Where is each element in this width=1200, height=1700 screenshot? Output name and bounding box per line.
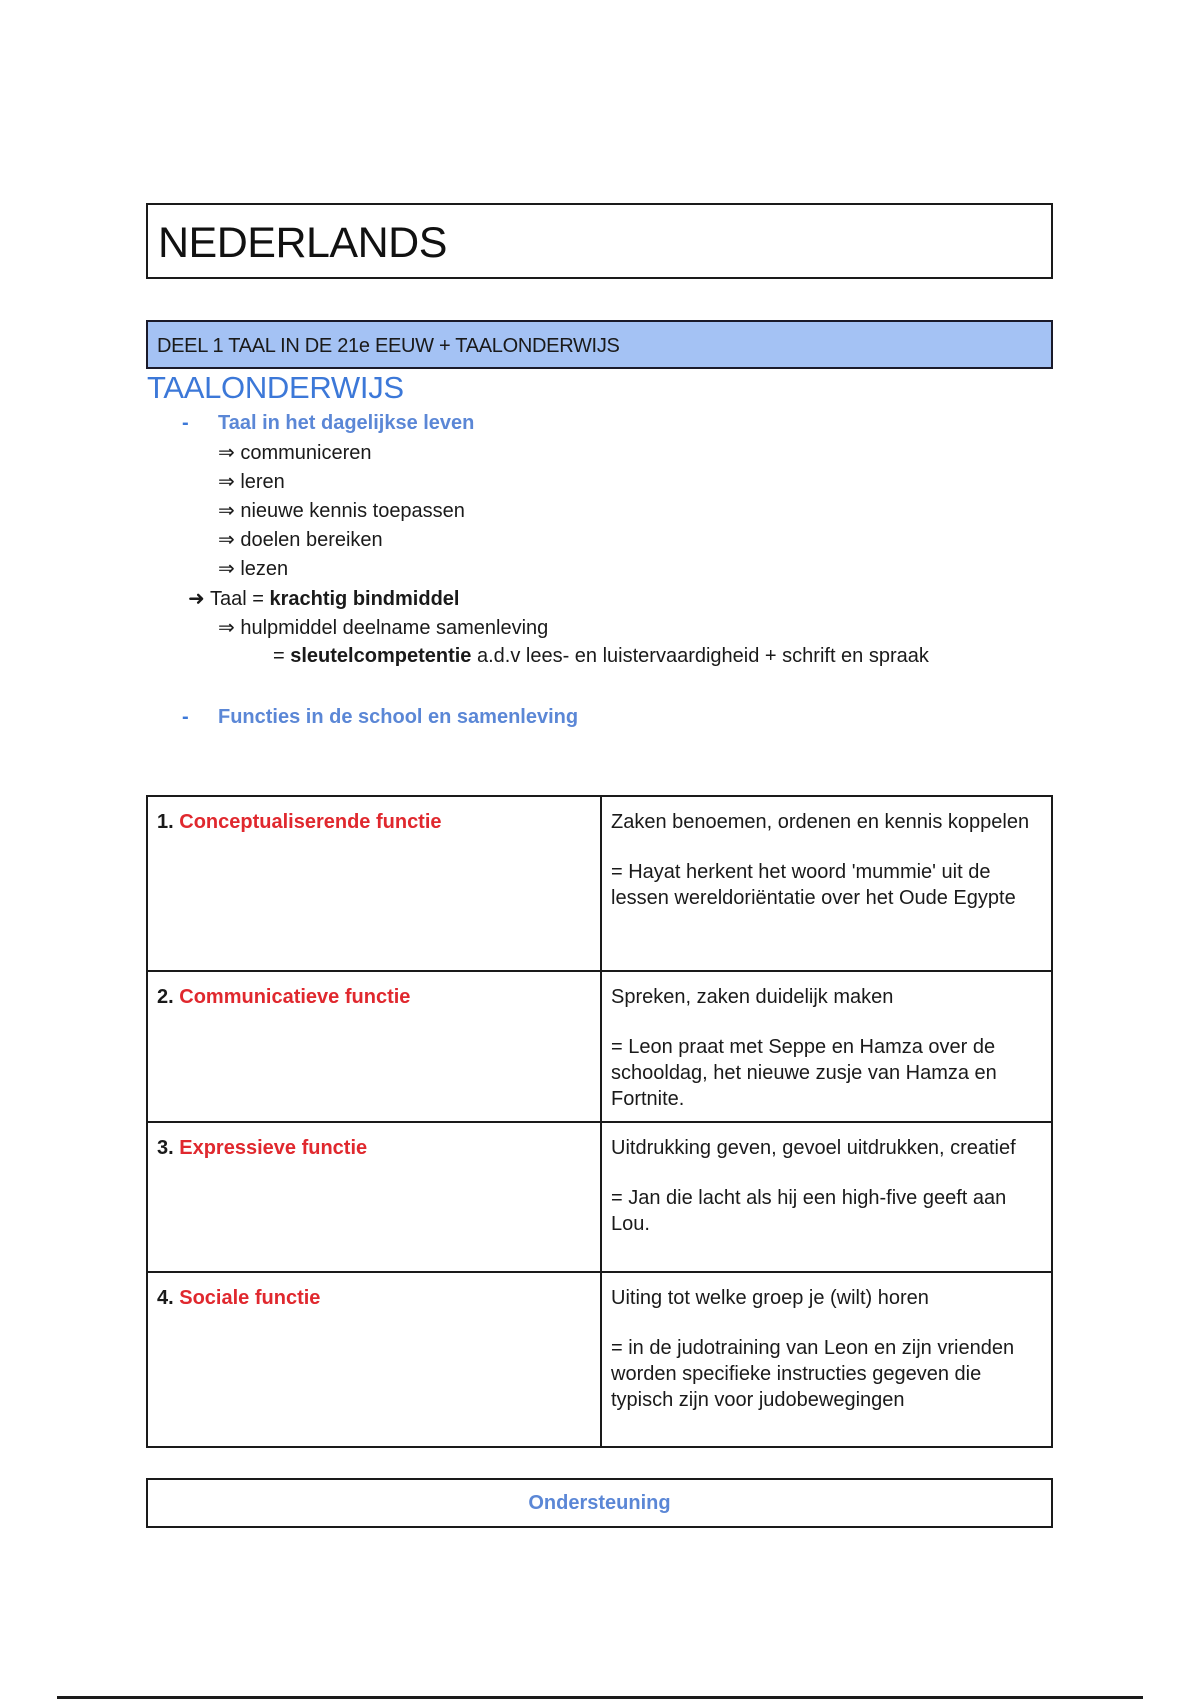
table-row — [147, 1272, 1052, 1447]
section-banner — [146, 320, 1053, 369]
support-box — [146, 1478, 1053, 1528]
function-number: 4. — [157, 1287, 174, 1309]
function-name-cell — [147, 971, 601, 1122]
definition-line — [273, 645, 929, 668]
function-description: Uiting tot welke groep je (wilt) horen — [611, 1287, 929, 1309]
sub-line — [218, 615, 548, 640]
function-name: Communicatieve functie — [179, 986, 411, 1008]
function-name-cell — [147, 796, 601, 971]
list-item — [218, 469, 285, 494]
section-heading: TAALONDERWIJS — [147, 370, 404, 405]
function-description: Uitdrukking geven, gevoel uitdrukken, creatief — [611, 1137, 1016, 1159]
function-example: = Leon praat met Seppe en Hamza over de schooldag, het nieuwe zusje van Hamza en Fortnite. — [611, 1036, 997, 1110]
document-title: NEDERLANDS — [158, 219, 447, 267]
double-arrow-icon: ⇒ — [218, 529, 235, 551]
function-name: Conceptualiserende functie — [179, 811, 442, 833]
table-row — [147, 971, 1052, 1122]
function-example: = Jan die lacht als hij een high-five geeft aan Lou. — [611, 1187, 1007, 1235]
function-example: = Hayat herkent het woord 'mummie' uit de lessen wereldoriëntatie over het Oude Egypte — [611, 861, 1016, 909]
function-name-cell — [147, 1272, 601, 1447]
list-item-text: nieuwe kennis toepassen — [240, 500, 465, 522]
list-item — [218, 498, 465, 523]
bullet-dash-icon: - — [182, 412, 189, 434]
subsection-title: Functies in de school en samenleving — [218, 706, 579, 728]
function-description: Spreken, zaken duidelijk maken — [611, 986, 894, 1008]
list-item-text: communiceren — [240, 442, 372, 464]
function-name: Sociale functie — [179, 1287, 321, 1309]
functions-table — [146, 795, 1053, 1448]
definition-rest: a.d.v lees- en luistervaardigheid + schrift en spraak — [471, 645, 929, 667]
bullet-dash-icon: - — [182, 706, 189, 728]
function-description: Zaken benoemen, ordenen en kennis koppelen — [611, 811, 1030, 833]
document-title-box — [146, 203, 1053, 279]
function-description-cell — [601, 1272, 1052, 1447]
double-arrow-icon: ⇒ — [218, 617, 235, 639]
function-name: Expressieve functie — [179, 1137, 368, 1159]
list-item-text: doelen bereiken — [240, 529, 383, 551]
list-item — [218, 556, 288, 581]
banner-text: DEEL 1 TAAL IN DE 21e EEUW + TAALONDERWIJS — [157, 335, 620, 357]
list-item-text: lezen — [240, 558, 289, 580]
double-arrow-icon: ⇒ — [218, 558, 235, 580]
conclusion-prefix: Taal = — [209, 588, 270, 610]
list-item — [218, 527, 383, 552]
function-description-cell — [601, 796, 1052, 971]
table-row — [147, 796, 1052, 971]
function-number: 1. — [157, 811, 174, 833]
list-item-text: leren — [240, 471, 285, 493]
double-arrow-icon: ⇒ — [218, 471, 235, 493]
conclusion-line — [188, 586, 459, 611]
function-number: 3. — [157, 1137, 174, 1159]
double-arrow-icon: ⇒ — [218, 500, 235, 522]
double-arrow-icon: ⇒ — [218, 442, 235, 464]
function-description-cell — [601, 1122, 1052, 1272]
definition-bold: sleutelcompetentie — [290, 645, 472, 667]
function-description-cell — [601, 971, 1052, 1122]
sub-line-text: hulpmiddel deelname samenleving — [240, 617, 549, 639]
page-bottom-rule — [57, 1696, 1143, 1699]
function-name-cell — [147, 1122, 601, 1272]
conclusion-bold: krachtig bindmiddel — [269, 588, 460, 610]
support-label: Ondersteuning — [528, 1492, 671, 1514]
function-number: 2. — [157, 986, 174, 1008]
subsection-title: Taal in het dagelijkse leven — [218, 412, 475, 434]
definition-prefix: = — [273, 645, 291, 667]
list-item — [218, 440, 372, 465]
table-row — [147, 1122, 1052, 1272]
function-example: = in de judotraining van Leon en zijn vrienden worden specifieke instructies gegeven die typisch zijn voor judobewegingen — [611, 1337, 1015, 1411]
right-arrow-icon: ➜ — [188, 588, 205, 610]
